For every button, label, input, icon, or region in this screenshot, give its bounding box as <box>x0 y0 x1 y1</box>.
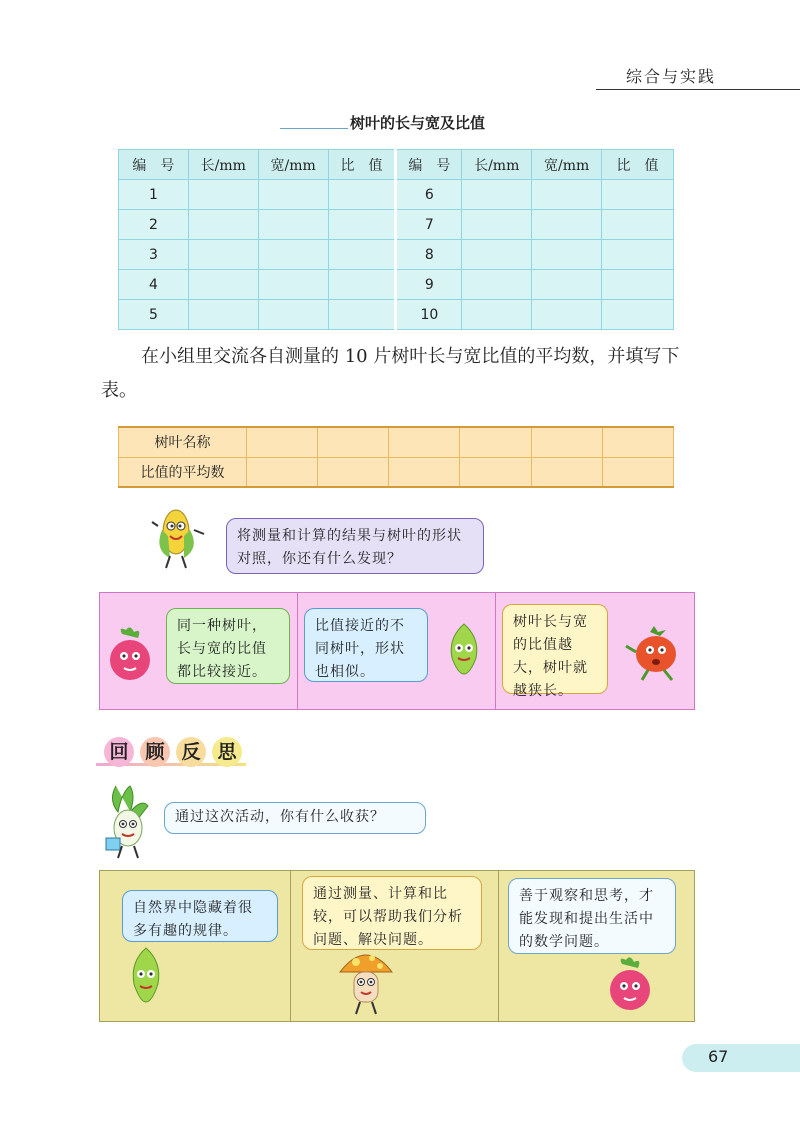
finding-bubble-2: 比值接近的不同树叶，形状也相似。 <box>304 608 428 682</box>
leaf-table-title <box>280 112 540 136</box>
col-header: 长/mm <box>462 150 532 180</box>
gain-bubble-2: 通过测量、计算和比较，可以帮助我们分析问题、解决问题。 <box>302 876 482 950</box>
cell <box>602 180 674 210</box>
table-row <box>119 240 674 270</box>
cell <box>258 210 328 240</box>
cell <box>389 427 460 457</box>
cell <box>247 457 318 487</box>
table-row <box>119 300 674 330</box>
cell <box>328 180 396 210</box>
cell <box>462 180 532 210</box>
cell <box>602 240 674 270</box>
cell <box>188 180 258 210</box>
row-id: 5 <box>119 300 189 330</box>
leaf-measurement-table <box>118 149 674 330</box>
row-id: 7 <box>396 210 462 240</box>
review-char: 顾 <box>140 737 170 767</box>
row-id: 9 <box>396 270 462 300</box>
finding-bubble-1: 同一种树叶，长与宽的比值都比较接近。 <box>166 608 290 684</box>
col-header: 宽/mm <box>258 150 328 180</box>
col-header: 编 号 <box>119 150 189 180</box>
cell <box>258 240 328 270</box>
green-leaf-character-icon <box>120 944 172 1008</box>
corn-character-icon <box>148 500 210 572</box>
green-leaf-character-icon <box>440 620 488 680</box>
cell <box>602 427 673 457</box>
cell <box>462 270 532 300</box>
col-header: 比 值 <box>328 150 396 180</box>
review-char: 回 <box>104 737 134 767</box>
cell <box>602 270 674 300</box>
table-row <box>119 270 674 300</box>
cell <box>532 210 602 240</box>
cell <box>460 427 531 457</box>
cell <box>462 240 532 270</box>
cell <box>258 180 328 210</box>
col-header: 编 号 <box>396 150 462 180</box>
cell <box>462 210 532 240</box>
table-row <box>119 427 674 457</box>
instruction-paragraph: 在小组里交流各自测量的 10 片树叶长与宽比值的平均数，并填写下表。 <box>101 346 680 401</box>
cell <box>328 300 396 330</box>
cell <box>258 300 328 330</box>
cell <box>462 300 532 330</box>
row-id: 10 <box>396 300 462 330</box>
cell <box>318 427 389 457</box>
panel-divider <box>290 871 291 1021</box>
cell <box>247 427 318 457</box>
row-id: 1 <box>119 180 189 210</box>
page-number-tab <box>682 1044 800 1072</box>
cell <box>531 427 602 457</box>
cell <box>328 210 396 240</box>
title-blank-line <box>280 128 348 129</box>
average-ratio-table <box>118 426 674 488</box>
cell <box>318 457 389 487</box>
cell <box>328 240 396 270</box>
cell <box>188 300 258 330</box>
cell <box>602 457 673 487</box>
page-number: 67 <box>708 1047 729 1066</box>
table-row <box>119 210 674 240</box>
row-id: 8 <box>396 240 462 270</box>
row-id: 3 <box>119 240 189 270</box>
cabbage-character-icon <box>96 782 160 860</box>
tomato-character-icon <box>620 624 690 684</box>
col-header: 宽/mm <box>532 150 602 180</box>
cell <box>532 300 602 330</box>
gain-bubble-3: 善于观察和思考，才能发现和提出生活中的数学问题。 <box>508 878 676 954</box>
panel-divider <box>297 593 298 709</box>
section-title: 综合与实践 <box>625 67 716 86</box>
cell <box>258 270 328 300</box>
row-id: 4 <box>119 270 189 300</box>
leaf-table-title-text: 树叶的长与宽及比值 <box>350 114 486 132</box>
speech-bubble-prompt2: 通过这次活动，你有什么收获？ <box>164 802 426 834</box>
section-header <box>596 62 800 90</box>
cell <box>460 457 531 487</box>
cell <box>389 457 460 487</box>
row-label: 树叶名称 <box>119 427 247 457</box>
mushroom-character-icon <box>336 944 396 1016</box>
panel-divider <box>498 871 499 1021</box>
gain-bubble-1: 自然界中隐藏着很多有趣的规律。 <box>122 890 278 942</box>
row-id: 2 <box>119 210 189 240</box>
panel-divider <box>495 593 496 709</box>
cell <box>532 180 602 210</box>
cell <box>188 210 258 240</box>
cell <box>531 457 602 487</box>
cell <box>532 240 602 270</box>
finding-bubble-3: 树叶长与宽的比值越大，树叶就越狭长。 <box>502 604 608 694</box>
cell <box>532 270 602 300</box>
leaf-table-header <box>119 150 674 180</box>
col-header: 长/mm <box>188 150 258 180</box>
cell <box>188 240 258 270</box>
table-row <box>119 180 674 210</box>
cell <box>602 210 674 240</box>
row-label: 比值的平均数 <box>119 457 247 487</box>
speech-bubble-prompt1: 将测量和计算的结果与树叶的形状对照，你还有什么发现？ <box>226 518 484 574</box>
col-header: 比 值 <box>602 150 674 180</box>
radish-character-icon <box>104 626 156 684</box>
cell <box>602 300 674 330</box>
radish-character-icon <box>604 956 656 1014</box>
cell <box>188 270 258 300</box>
review-char: 反 <box>176 737 206 767</box>
table-row <box>119 457 674 487</box>
review-char: 思 <box>212 737 242 767</box>
cell <box>328 270 396 300</box>
row-id: 6 <box>396 180 462 210</box>
